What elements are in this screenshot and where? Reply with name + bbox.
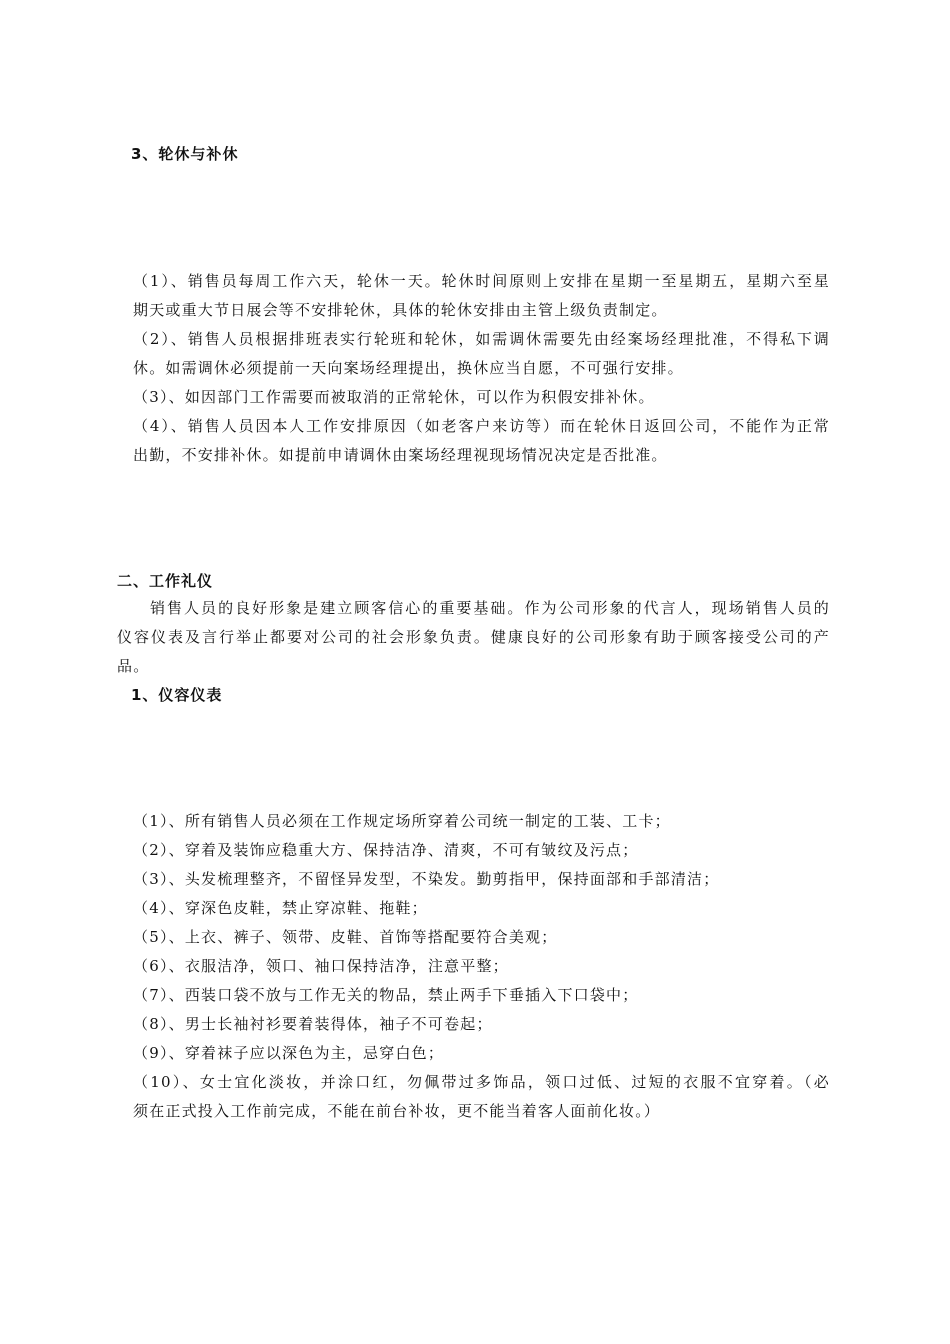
intro-line-2: 仪容仪表及言行举止都要对公司的社会形象负责。健康良好的公司形象有助于顾客接受公司的产 (117, 628, 830, 646)
rest-item-3-line-1: （3）、如因部门工作需要而被取消的正常轮休，可以作为积假安排补休。 (133, 388, 655, 406)
appearance-item-8: （8）、男士长袖衬衫要着装得体，袖子不可卷起； (133, 1015, 493, 1033)
intro-line-3: 品。 (117, 657, 150, 675)
appearance-item-3: （3）、头发梳理整齐，不留怪异发型，不染发。勤剪指甲，保持面部和手部清洁； (133, 870, 720, 888)
section-3-heading: 3、轮休与补休 (131, 145, 239, 163)
appearance-item-10-line-2: 须在正式投入工作前完成，不能在前台补妆，更不能当着客人面前化妆。） (133, 1102, 661, 1120)
etiquette-intro-paragraph (117, 594, 830, 681)
rest-item-4-line-2: 出勤，不安排补休。如提前申请调休由案场经理视现场情况决定是否批准。 (133, 446, 668, 464)
rest-item-2-line-2: 休。如需调休必须提前一天向案场经理提出，换休应当自愿，不可强行安排。 (133, 359, 684, 377)
appearance-item-2: （2）、穿着及装饰应稳重大方、保持洁净、清爽，不可有皱纹及污点； (133, 841, 639, 859)
rest-item-2-line-1: （2）、销售人员根据排班表实行轮班和轮休，如需调休需要先由经案场经理批准，不得私下调 (133, 330, 830, 348)
section-1-heading: 1、仪容仪表 (131, 686, 223, 704)
appearance-item-10-line-1: （10）、女士宜化淡妆，并涂口红，勿佩带过多饰品，领口过低、过短的衣服不宜穿着。（必 (133, 1073, 830, 1091)
section-two-heading: 二、工作礼仪 (117, 572, 214, 590)
rest-item-1-line-2: 期天或重大节日展会等不安排轮休，具体的轮休安排由主管上级负责制定。 (133, 301, 668, 319)
appearance-item-6: （6）、衣服洁净，领口、袖口保持洁净，注意平整； (133, 957, 509, 975)
appearance-item-4: （4）、穿深色皮鞋，禁止穿凉鞋、拖鞋； (133, 899, 428, 917)
rest-item-4-line-1: （4）、销售人员因本人工作安排原因（如老客户来访等）而在轮休日返回公司，不能作为正常 (133, 417, 830, 435)
rest-rules-block (133, 267, 830, 470)
appearance-item-9: （9）、穿着袜子应以深色为主，忌穿白色； (133, 1044, 445, 1062)
appearance-item-5: （5）、上衣、裤子、领带、皮鞋、首饰等搭配要符合美观； (133, 928, 558, 946)
appearance-item-1: （1）、所有销售人员必须在工作规定场所穿着公司统一制定的工装、工卡； (133, 812, 671, 830)
intro-line-1: 销售人员的良好形象是建立顾客信心的重要基础。作为公司形象的代言人，现场销售人员的 (150, 599, 830, 617)
rest-item-1-line-1: （1）、销售员每周工作六天，轮休一天。轮休时间原则上安排在星期一至星期五，星期六至星 (133, 272, 830, 290)
appearance-rules-block (133, 807, 830, 1126)
appearance-item-7: （7）、西装口袋不放与工作无关的物品，禁止两手下垂插入下口袋中； (133, 986, 639, 1004)
